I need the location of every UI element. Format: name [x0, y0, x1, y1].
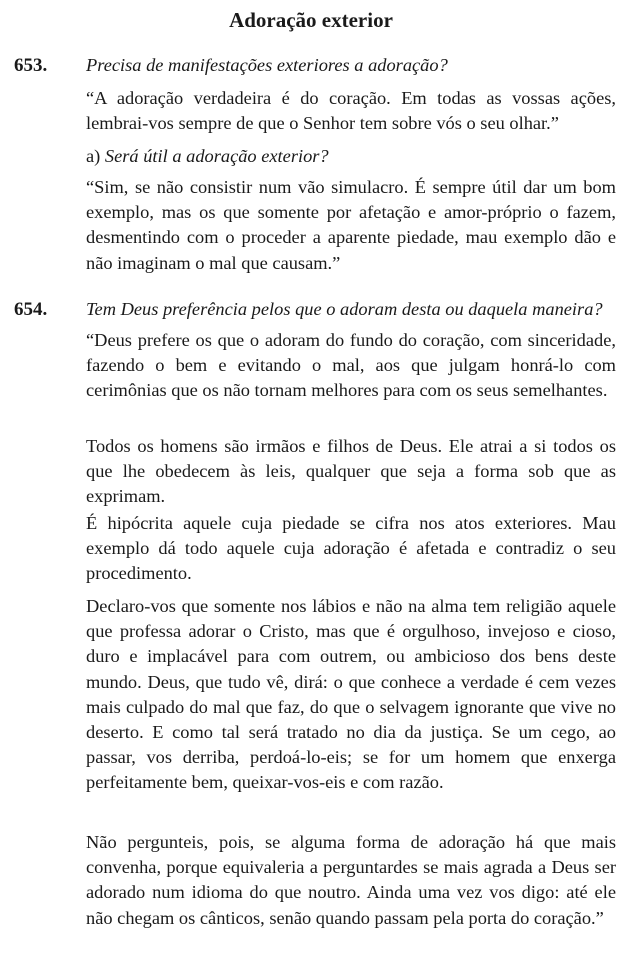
- answer-654-paragraph-5: Não pergunteis, pois, se alguma forma de adoração há que mais convenha, porque equivaleria a perguntardes se mais agrada a Deus ser adorado num idioma do que noutro. Ainda uma vez vos digo: até ele não chegam os cânticos, senão quando passam pela porta do coração.”: [86, 832, 616, 928]
- answer-654-paragraph-1: “Deus prefere os que o adoram do fundo do coração, com sinceridade, fazendo o bem e evitando o mal, aos que julgam honrá-lo com cerimônias que os não tornam melhores para com os seus semelhantes.: [86, 330, 616, 401]
- question-654: Tem Deus preferência pelos que o adoram desta ou daquela maneira?: [86, 299, 603, 319]
- question-number-653: 653.: [14, 55, 48, 76]
- answer-654-paragraph-3: É hipócrita aquele cuja piedade se cifra nos atos exteriores. Mau exemplo dá todo aquele cuja adoração é afetada e contradiz o seu procedimento.: [86, 513, 616, 584]
- answer-653a: “Sim, se não consistir num vão simulacro. É sempre útil dar um bom exemplo, mas os que somente por afetação e amor-próprio o fazem, desmentindo com o proceder a aparente piedade, mau exemplo dão e não imaginam o mal que causam.”: [86, 177, 616, 273]
- question-653: Precisa de manifestações exteriores a adoração?: [86, 55, 448, 75]
- answer-653: “A adoração verdadeira é do coração. Em todas as vossas ações, lembrai-vos sempre de que o Senhor tem sobre vós o seu olhar.”: [86, 88, 616, 134]
- page-title: Adoração exterior: [229, 8, 393, 32]
- sub-question-label: a): [86, 146, 101, 166]
- sub-question-text: Será útil a adoração exterior?: [104, 146, 329, 166]
- sub-question-653a: [86, 144, 616, 169]
- answer-654-paragraph-4: Declaro-vos que somente nos lábios e não na alma tem religião aquele que professa adorar o Cristo, mas que é orgulhoso, invejoso e cioso, duro e implacável para com outrem, ou ambicioso dos bens deste mundo. Deus, que tudo vê, dirá: o que conhece a verdade é cem vezes mais culpado do mal que faz, do que o selvagem ignorante que vive no deserto. E como tal será tratado no dia da justiça. Se um cego, ao passar, vos derriba, perdoá-lo-eis; se for um homem que enxerga perfeitamente bem, queixar-vos-eis e com razão.: [86, 596, 616, 793]
- answer-654-paragraph-2: Todos os homens são irmãos e filhos de Deus. Ele atrai a si todos os que lhe obedecem às leis, qualquer que seja a forma sob que as exprimam.: [86, 436, 616, 507]
- question-number-654: 654.: [14, 299, 48, 320]
